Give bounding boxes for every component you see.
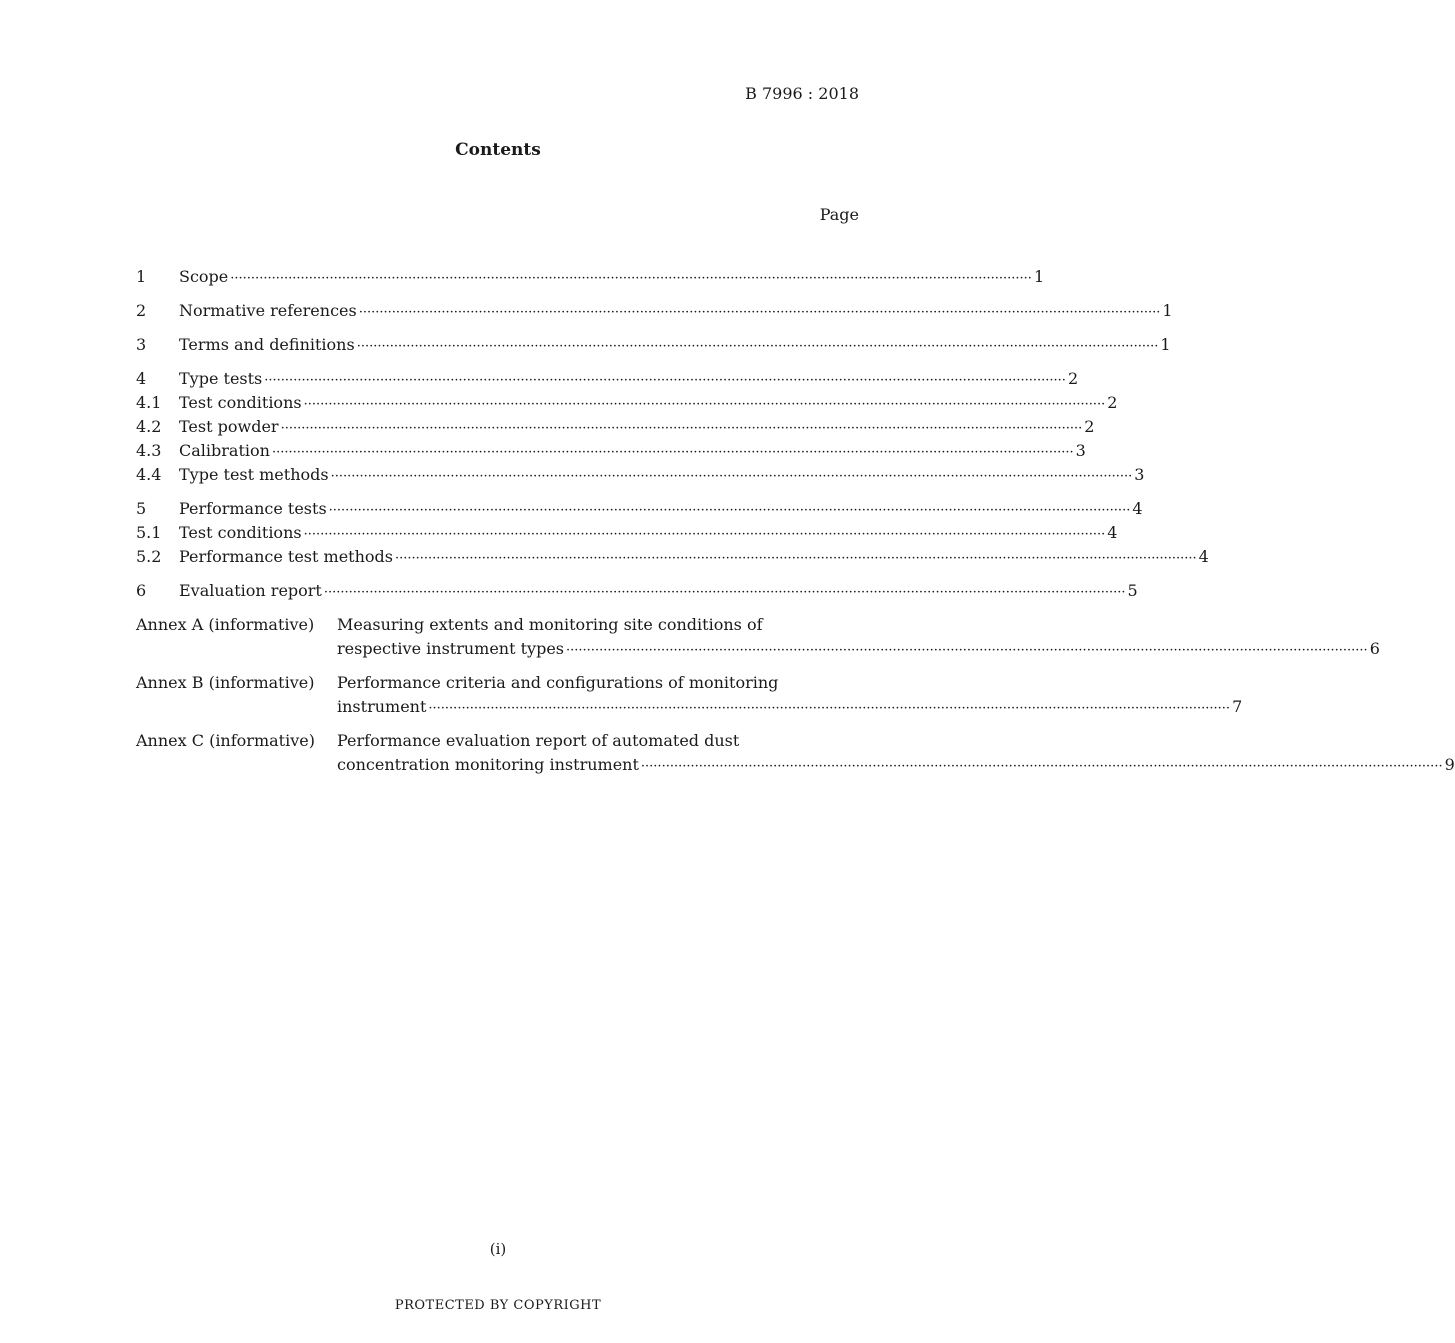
toc-annex-a[interactable] [136, 613, 1380, 661]
toc-entry-number: 2 [136, 301, 147, 320]
toc-entry-page: 5 [1127, 581, 1138, 600]
toc-entry-title: Type test methods [179, 465, 329, 484]
table-of-contents [136, 265, 1455, 787]
annex-title-line1: Measuring extents and monitoring site conditions of [337, 615, 763, 634]
toc-entry[interactable] [136, 367, 1079, 391]
leader-dots [329, 497, 1131, 523]
annex-title-line2: instrument [337, 697, 427, 716]
toc-entry-title: Scope [179, 267, 229, 286]
toc-entry-title: Type tests [179, 369, 263, 388]
page-column-heading: Page [819, 205, 859, 224]
annex-title-line1: Performance criteria and configurations of monitoring [337, 673, 779, 692]
toc-entry-page: 4 [1132, 499, 1143, 518]
leader-dots [304, 521, 1106, 547]
leader-dots [331, 463, 1133, 489]
annex-page: 6 [1369, 639, 1380, 658]
toc-entry[interactable] [136, 391, 1118, 415]
toc-entry[interactable] [136, 333, 1171, 357]
toc-entry[interactable] [136, 579, 1138, 603]
toc-entry[interactable] [136, 545, 1209, 569]
toc-entry-title: Evaluation report [179, 581, 322, 600]
toc-entry[interactable] [136, 439, 1086, 463]
toc-entry-title: Performance tests [179, 499, 327, 518]
toc-entry-page: 1 [1160, 335, 1171, 354]
leader-dots [566, 637, 1368, 663]
toc-entry-page: 1 [1162, 301, 1173, 320]
toc-entry-number: 5 [136, 499, 147, 518]
toc-entry[interactable] [136, 415, 1095, 439]
leader-dots [272, 439, 1074, 465]
page-title: Contents [455, 140, 541, 160]
annex-title-line2-row [337, 695, 1242, 719]
annex-page: 7 [1232, 697, 1243, 716]
toc-entry-number: 4.4 [136, 465, 162, 484]
leader-dots [428, 695, 1230, 721]
toc-entry-page: 3 [1134, 465, 1145, 484]
toc-group-evaluation-report [136, 579, 1138, 603]
toc-entry-number: 5.2 [136, 547, 162, 566]
annex-label: Annex C (informative) [136, 731, 315, 750]
leader-dots [264, 367, 1066, 393]
toc-entry-page: 4 [1198, 547, 1209, 566]
toc-group-terms [136, 333, 1171, 357]
toc-entry-number: 4.1 [136, 393, 162, 412]
page-folio: (i) [489, 1240, 507, 1258]
leader-dots [395, 545, 1197, 571]
annex-page: 9 [1444, 755, 1455, 774]
toc-group-type-tests [136, 367, 1145, 487]
annex-title [337, 671, 1242, 719]
annex-title-line2-row [337, 753, 1455, 777]
annex-title-line2: respective instrument types [337, 639, 565, 658]
annex-title-line2-row [337, 637, 1380, 661]
annex-title [337, 729, 1455, 777]
toc-annex-c[interactable] [136, 729, 1455, 777]
toc-entry[interactable] [136, 521, 1118, 545]
toc-group-normative-references [136, 299, 1173, 323]
toc-entry-page: 3 [1075, 441, 1086, 460]
leader-dots [357, 333, 1159, 359]
toc-entry-page: 2 [1107, 393, 1118, 412]
toc-entry-page: 2 [1067, 369, 1079, 388]
leader-dots [230, 265, 1032, 291]
toc-entry-number: 4.3 [136, 441, 162, 460]
leader-dots [641, 753, 1443, 779]
leader-dots [281, 415, 1083, 441]
annex-title-line1: Performance evaluation report of automated dust [337, 731, 740, 750]
toc-entry-page: 4 [1107, 523, 1118, 542]
toc-entry-title: Normative references [179, 301, 357, 320]
leader-dots [359, 299, 1161, 325]
toc-entry-page: 2 [1084, 417, 1095, 436]
toc-entry-number: 4 [136, 369, 147, 388]
toc-entry-title: Test powder [179, 417, 279, 436]
toc-entry-title: Performance test methods [179, 547, 393, 566]
toc-group-scope [136, 265, 1045, 289]
toc-entry[interactable] [136, 463, 1145, 487]
toc-entry-title: Calibration [179, 441, 270, 460]
toc-entry[interactable] [136, 497, 1143, 521]
toc-entry[interactable] [136, 265, 1045, 289]
toc-entry-title: Test conditions [179, 393, 302, 412]
toc-entry-number: 5.1 [136, 523, 162, 542]
toc-entry-number: 6 [136, 581, 147, 600]
annex-title-line2: concentration monitoring instrument [337, 755, 639, 774]
annex-title [337, 613, 1380, 661]
toc-annex-b[interactable] [136, 671, 1243, 719]
leader-dots [324, 579, 1126, 605]
toc-entry-title: Terms and definitions [179, 335, 355, 354]
annex-label: Annex A (informative) [136, 615, 315, 634]
toc-entry-number: 3 [136, 335, 147, 354]
toc-entry-number: 4.2 [136, 417, 162, 436]
toc-entry-page: 1 [1033, 267, 1045, 286]
document-number: B 7996 : 2018 [745, 84, 859, 103]
leader-dots [304, 391, 1106, 417]
toc-entry[interactable] [136, 299, 1173, 323]
toc-entry-number: 1 [136, 267, 147, 286]
toc-group-performance-tests [136, 497, 1209, 569]
annex-label: Annex B (informative) [136, 673, 315, 692]
toc-entry-title: Test conditions [179, 523, 302, 542]
copyright-notice: PROTECTED BY COPYRIGHT [394, 1298, 602, 1313]
